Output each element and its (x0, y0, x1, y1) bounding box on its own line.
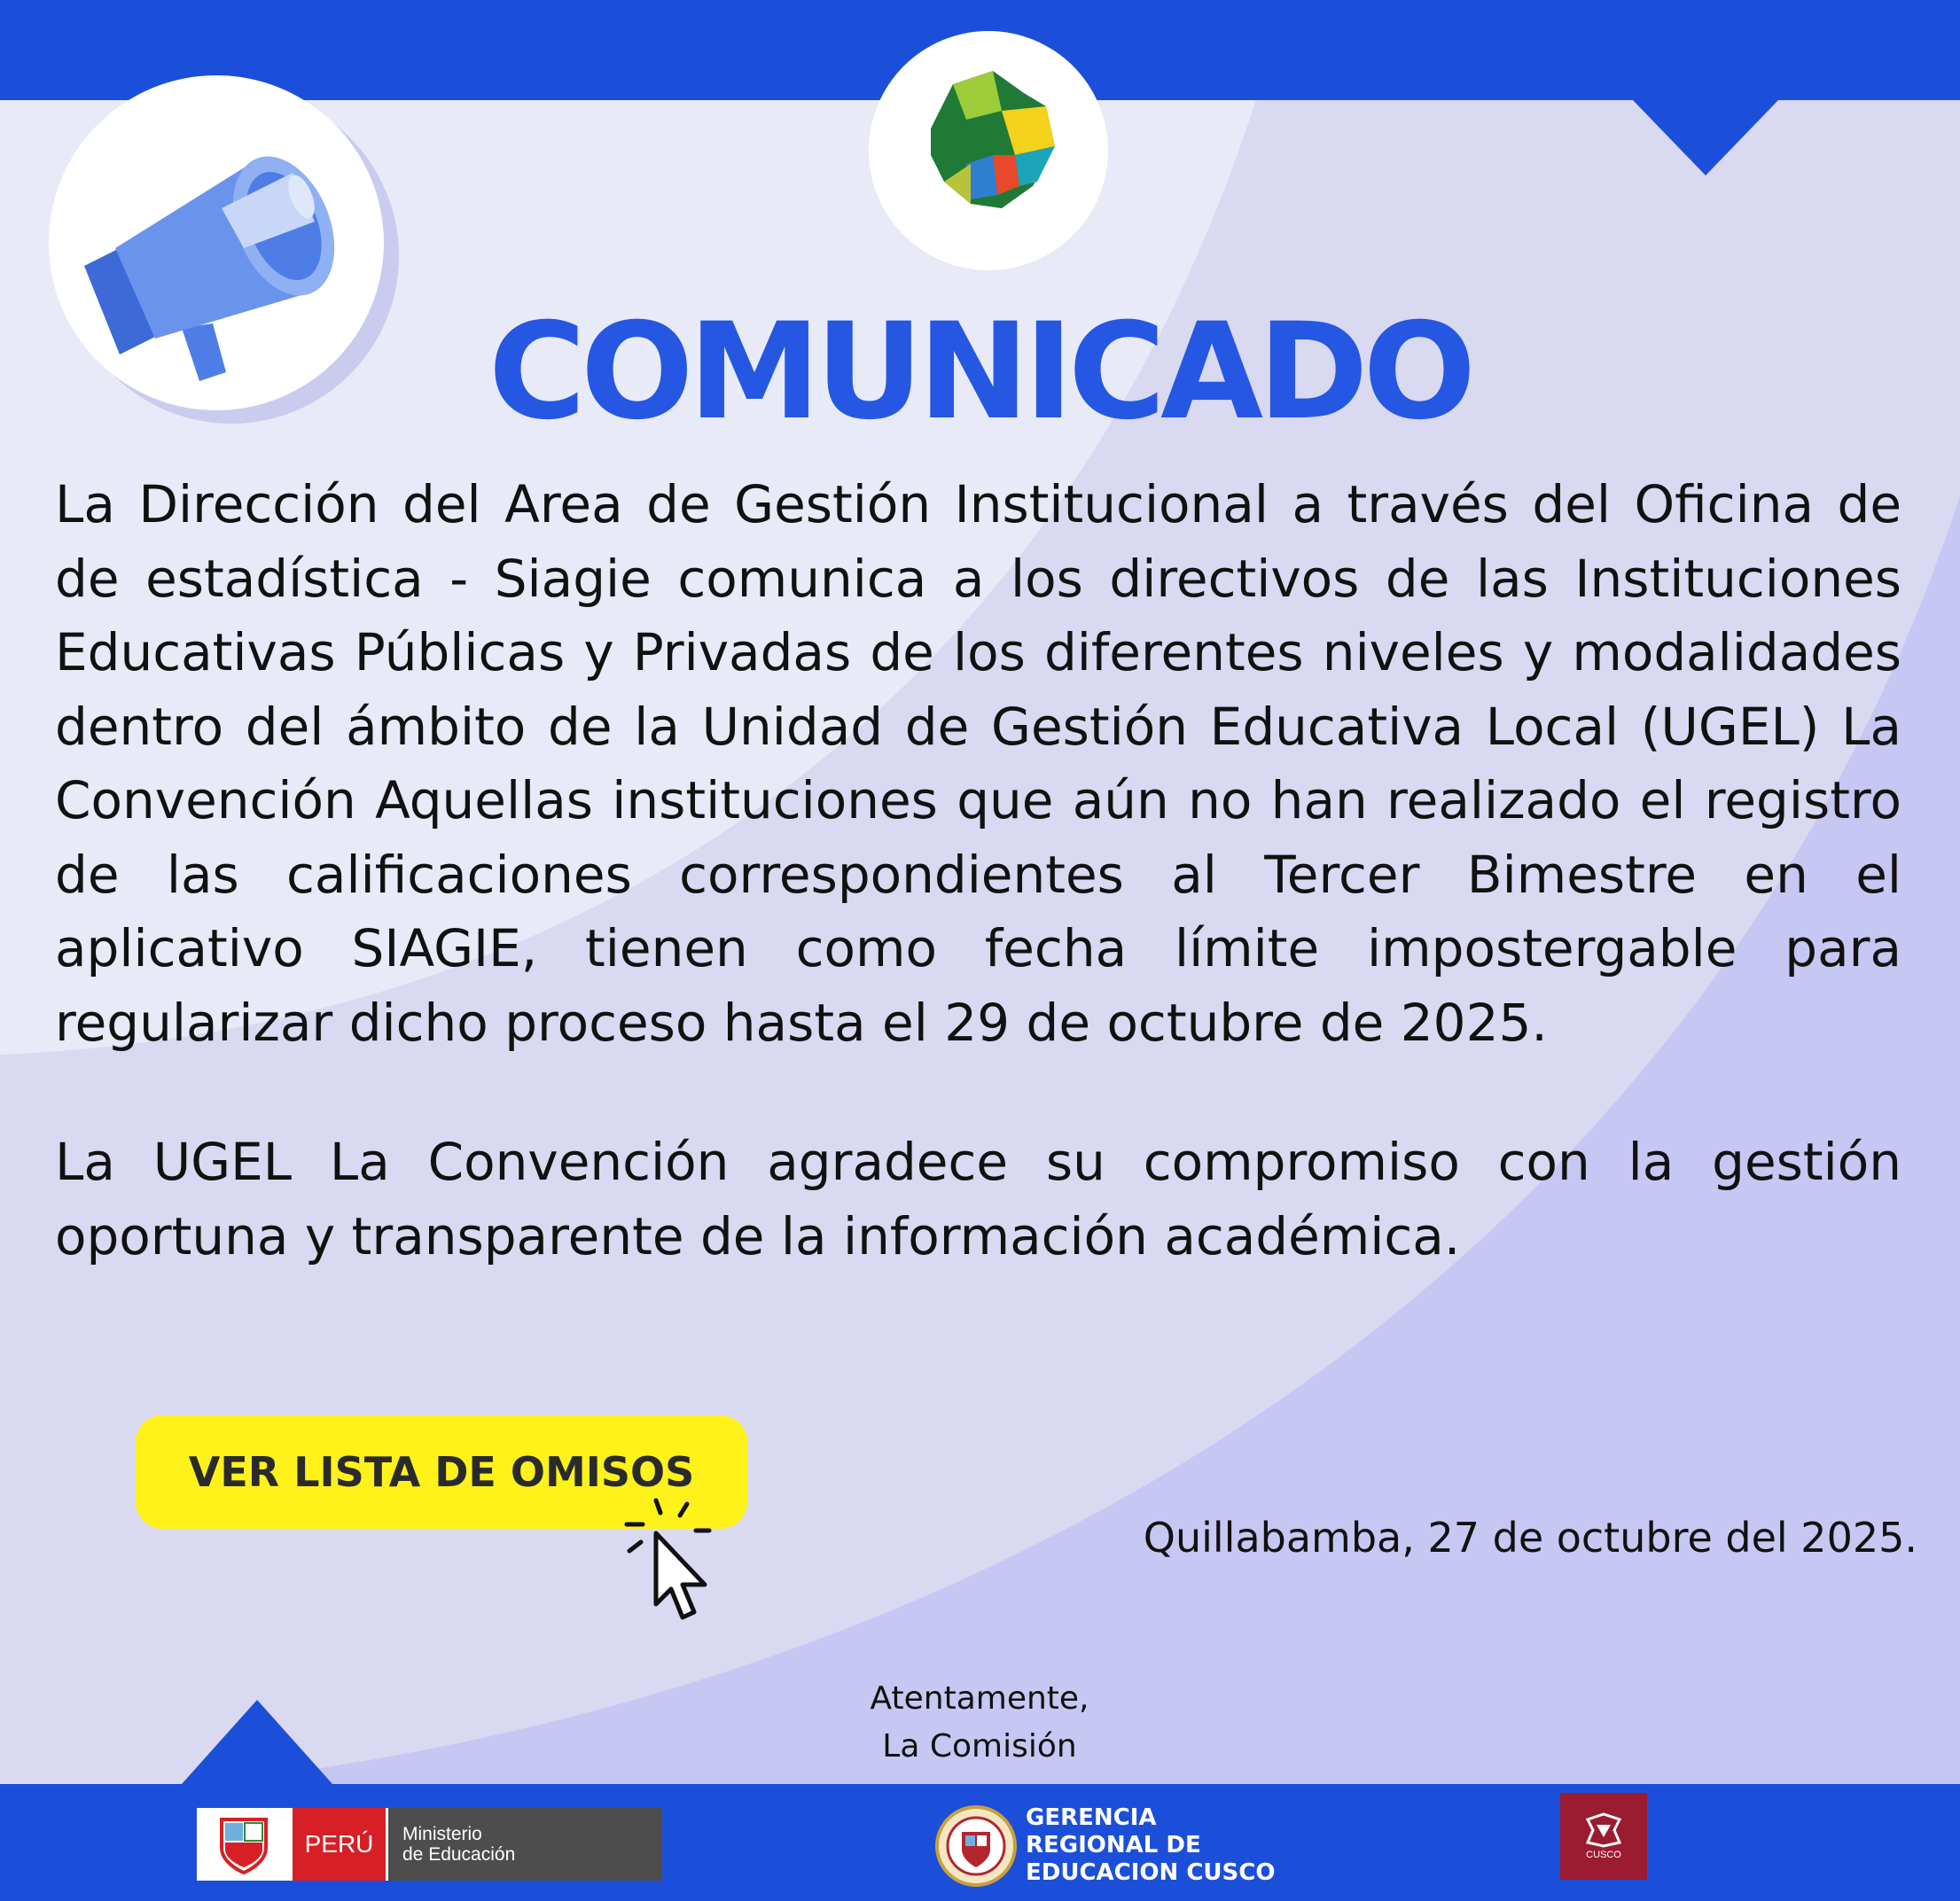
ministry-line-1: Ministerio (402, 1824, 482, 1844)
ugel-logo-graphic (869, 31, 1108, 270)
cusco-label: CUSCO (1586, 1850, 1621, 1860)
ugel-logo (869, 31, 1108, 270)
page-title: COMUNICADO (488, 295, 1472, 449)
megaphone-icon (66, 133, 350, 390)
minedu-logo (197, 1808, 662, 1881)
peru-shield-icon (197, 1808, 290, 1881)
body-paragraph-2: La UGEL La Convención agradece su compromiso con la gestión oportuna y transparente de la información académica. (55, 1132, 1901, 1266)
ver-lista-omisos-button[interactable]: VER LISTA DE OMISOS (136, 1415, 747, 1529)
grec-line-1: GERENCIA (1026, 1804, 1157, 1831)
ministry-label (386, 1808, 662, 1881)
pointer-click-icon (616, 1493, 727, 1626)
grec-logo (935, 1799, 1290, 1892)
ministry-line-2: de Educación (402, 1844, 516, 1865)
grec-line-2: REGIONAL DE (1026, 1832, 1201, 1858)
grec-line-3: EDUCACION CUSCO (1026, 1859, 1276, 1886)
cusco-mark-icon (1584, 1812, 1623, 1848)
signoff-line-1: Atentamente, (870, 1680, 1089, 1717)
date-line: Quillabamba, 27 de octubre del 2025. (1143, 1514, 1917, 1562)
signoff-line-2: La Comisión (882, 1728, 1077, 1765)
grec-label (1026, 1804, 1275, 1887)
peru-label: PERÚ (290, 1808, 386, 1881)
body-paragraph-1: La Dirección del Area de Gestión Institucional a través del Oficina de de estadística - Siagie comunica a los directivos de las Instituciones Educativas Públicas y Privadas de los diferentes niveles y modalidades dentro del ámbito de la Unidad de Gestión Educativa Local (UGEL) La Convención Aquellas instituciones que aún no han realizado el registro de las calificaciones correspondientes al Tercer Bimestre en el aplicativo SIAGIE, tienen como fecha límite impostergable para regularizar dicho proceso hasta el 29 de octubre de 2025. (55, 474, 1901, 1053)
cusco-logo (1560, 1793, 1647, 1880)
grec-seal-icon (935, 1805, 1017, 1887)
signoff (802, 1675, 1157, 1771)
